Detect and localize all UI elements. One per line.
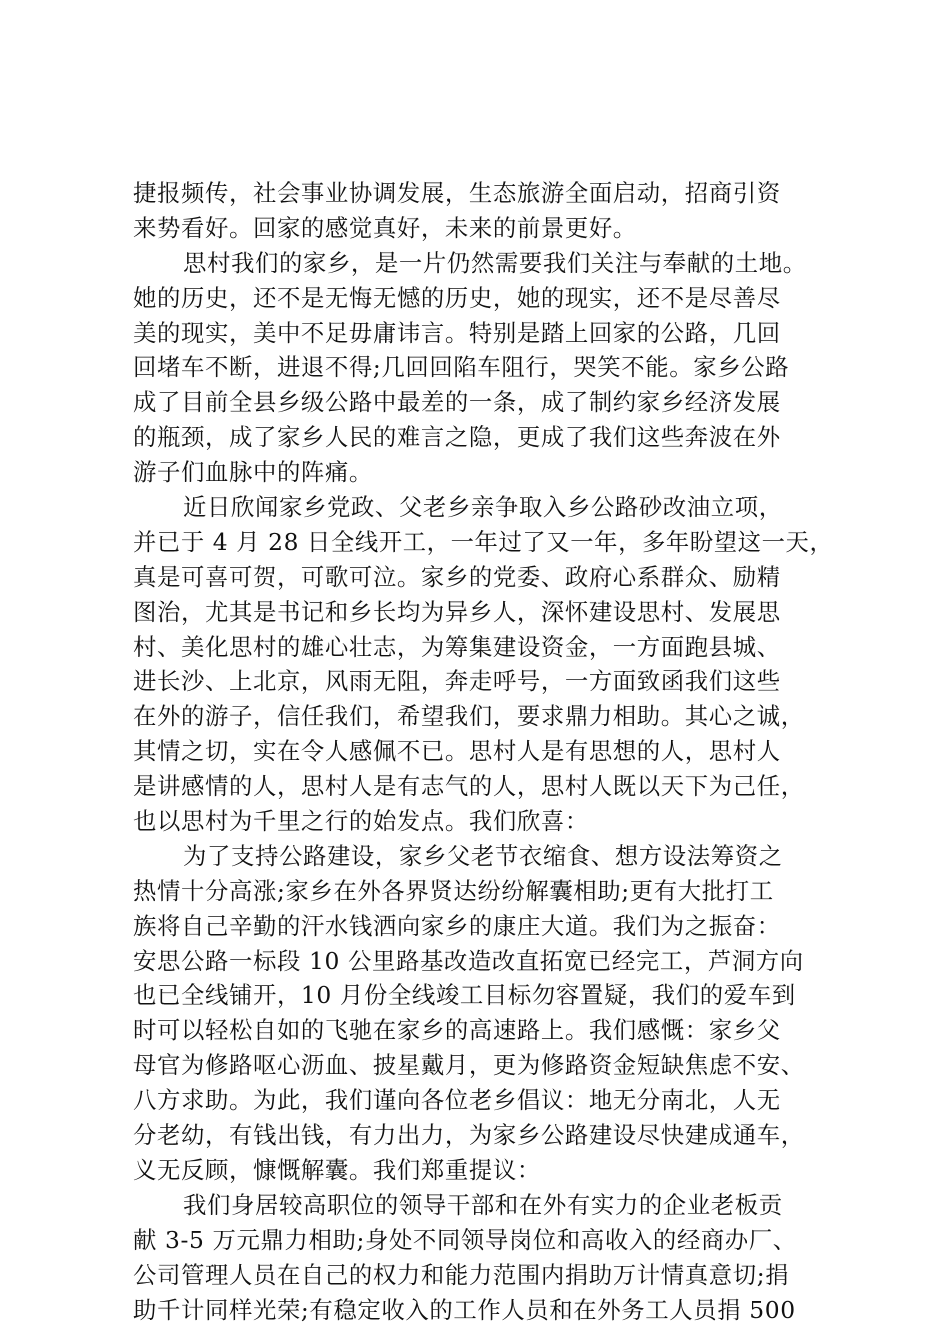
text-line: 族将自己辛勤的汗水钱洒向家乡的康庄大道。我们为之振奋： bbox=[133, 911, 781, 940]
text-line: 八方求助。为此，我们谨向各位老乡倡议：地无分南北，人无 bbox=[133, 1086, 781, 1115]
text-line: 美的现实，美中不足毋庸讳言。特别是踏上回家的公路，几回 bbox=[133, 318, 781, 347]
text-line: 真是可喜可贺，可歌可泣。家乡的党委、政府心系群众、励精 bbox=[133, 562, 781, 591]
text-line: 是讲感情的人，思村人是有志气的人，思村人既以天下为己任， bbox=[133, 772, 805, 801]
text-line: 的瓶颈，成了家乡人民的难言之隐，更成了我们这些奔波在外 bbox=[133, 423, 781, 452]
text-line: 公司管理人员在自己的权力和能力范围内捐助万计情真意切;捐 bbox=[133, 1260, 790, 1289]
text-line: 义无反顾，慷慨解囊。我们郑重提议： bbox=[133, 1155, 541, 1184]
text-line: 热情十分高涨;家乡在外各界贤达纷纷解囊相助;更有大批打工 bbox=[133, 876, 774, 905]
paragraph-first-line: 为了支持公路建设，家乡父老节衣缩食、想方设法筹资之 bbox=[183, 841, 783, 870]
text-line: 献 3-5 万元鼎力相助;身处不同领导岗位和高收入的经商办厂、 bbox=[133, 1225, 797, 1254]
paragraph-first-line: 近日欣闻家乡党政、父老乡亲争取入乡公路砂改油立项， bbox=[183, 493, 783, 522]
text-line: 来势看好。回家的感觉真好，未来的前景更好。 bbox=[133, 213, 637, 242]
text-line: 母官为修路呕心沥血、披星戴月，更为修路资金短缺焦虑不安、 bbox=[133, 1051, 805, 1080]
text-line: 村、美化思村的雄心壮志，为筹集建设资金，一方面跑县城、 bbox=[133, 632, 781, 661]
text-line: 也以思村为千里之行的始发点。我们欣喜： bbox=[133, 807, 589, 836]
paragraph-first-line: 思村我们的家乡，是一片仍然需要我们关注与奉献的土地。 bbox=[183, 248, 807, 277]
text-line: 也已全线铺开，10 月份全线竣工目标勿容置疑，我们的爱车到 bbox=[133, 981, 796, 1010]
text-line: 分老幼，有钱出钱，有力出力，为家乡公路建设尽快建成通车， bbox=[133, 1121, 805, 1150]
text-line: 并已于 4 月 28 日全线开工，一年过了又一年，多年盼望这一天， bbox=[133, 527, 834, 556]
text-line: 她的历史，还不是无悔无憾的历史，她的现实，还不是尽善尽 bbox=[133, 283, 781, 312]
text-line: 进长沙、上北京，风雨无阻，奔走呼号，一方面致函我们这些 bbox=[133, 667, 781, 696]
paragraph-first-line: 我们身居较高职位的领导干部和在外有实力的企业老板贡 bbox=[183, 1190, 783, 1219]
text-line: 图治，尤其是书记和乡长均为异乡人，深怀建设思村、发展思 bbox=[133, 597, 781, 626]
text-line: 回堵车不断，进退不得;几回回陷车阻行，哭笑不能。家乡公路 bbox=[133, 353, 790, 382]
text-line: 在外的游子，信任我们，希望我们，要求鼎力相助。其心之诚， bbox=[133, 702, 805, 731]
text-line: 助千计同样光荣;有稳定收入的工作人员和在外务工人员捐 500 bbox=[133, 1295, 796, 1324]
text-line: 成了目前全县乡级公路中最差的一条，成了制约家乡经济发展 bbox=[133, 388, 781, 417]
text-line: 游子们血脉中的阵痛。 bbox=[133, 458, 373, 487]
text-line: 其情之切，实在令人感佩不已。思村人是有思想的人，思村人 bbox=[133, 737, 781, 766]
document-body bbox=[133, 176, 833, 1327]
text-line: 时可以轻松自如的飞驰在家乡的高速路上。我们感慨：家乡父 bbox=[133, 1016, 781, 1045]
text-line: 安思公路一标段 10 公里路基改造改直拓宽已经完工，芦洞方向 bbox=[133, 946, 804, 975]
text-line: 捷报频传，社会事业协调发展，生态旅游全面启动，招商引资 bbox=[133, 179, 781, 207]
